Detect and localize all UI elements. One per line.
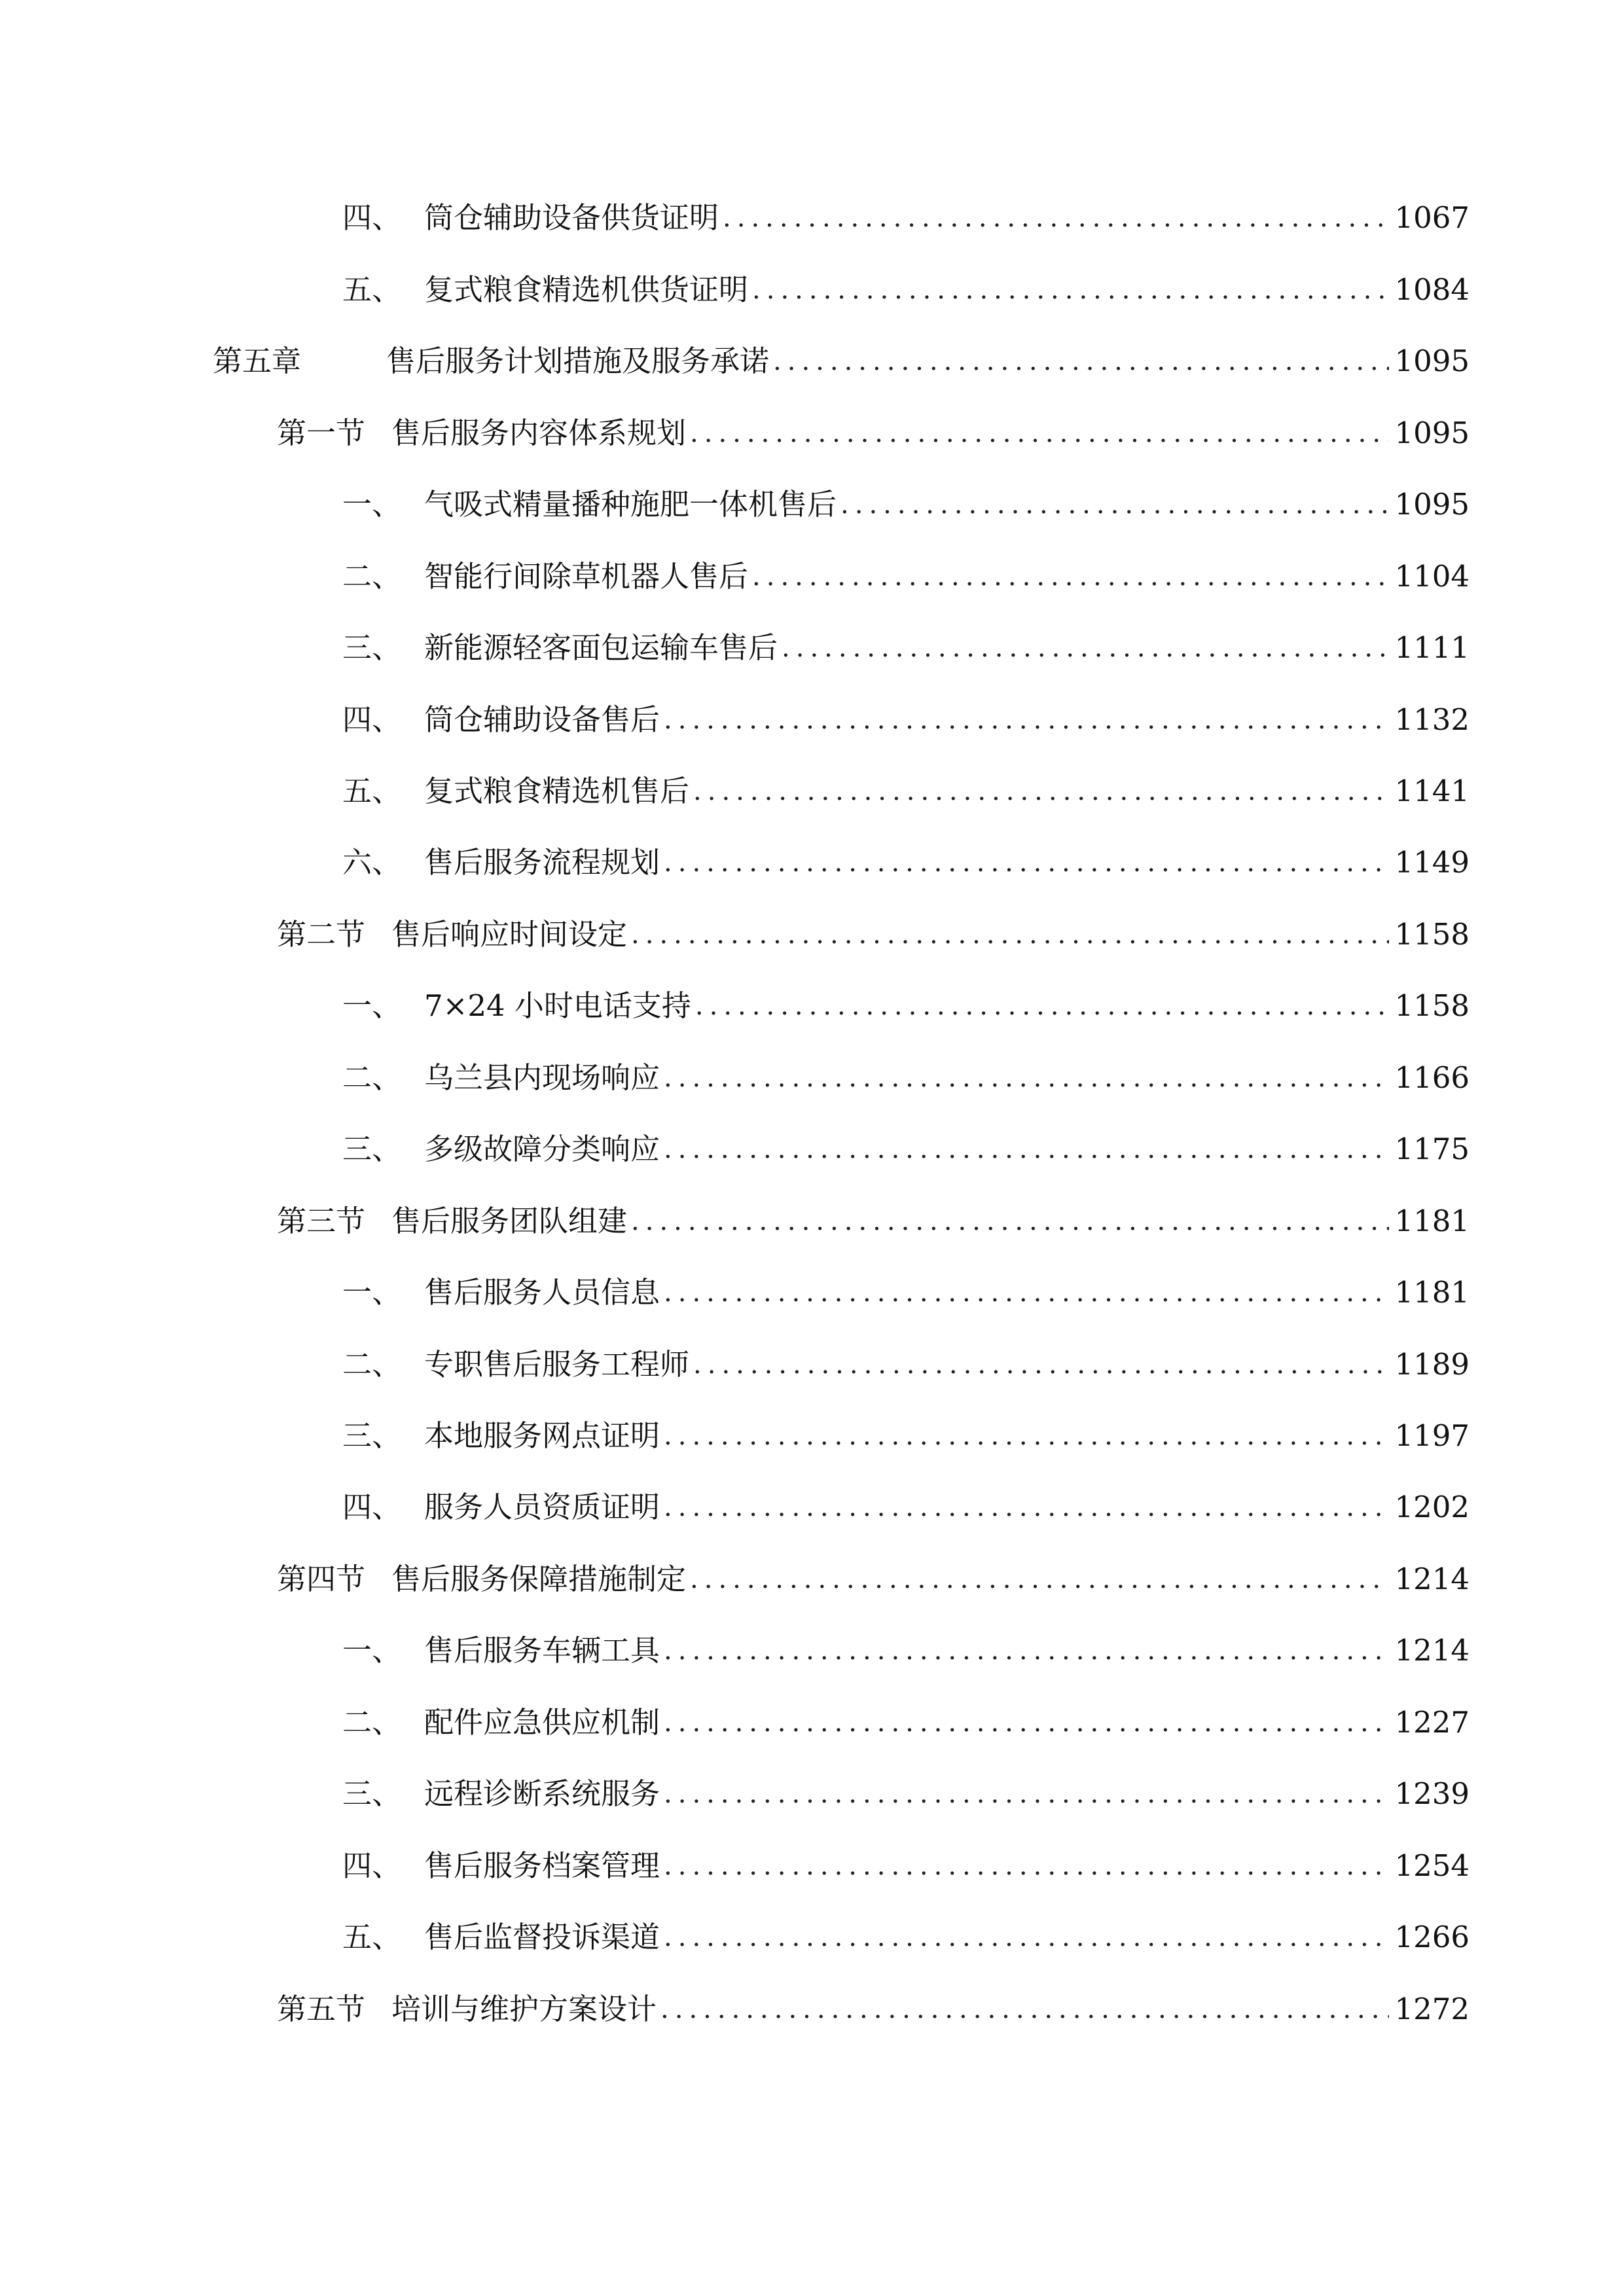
toc-entry-title: 复式粮食精选机售后 (424, 774, 690, 808)
toc-dot-leader (660, 1983, 1389, 2036)
toc-entry-title: 售后服务内容体系规划 (391, 416, 687, 450)
toc-dot-leader (664, 1624, 1389, 1677)
toc-dot-leader (752, 264, 1389, 316)
toc-entry-title: 售后服务车辆工具 (424, 1633, 660, 1668)
toc-dot-leader (631, 1195, 1389, 1247)
toc-dot-leader (664, 1123, 1389, 1175)
toc-entry-number: 四、 (342, 1848, 402, 1883)
toc-entry-page: 1214 (1394, 1633, 1470, 1668)
toc-entry-page: 1158 (1394, 988, 1470, 1023)
toc-entry-page: 1189 (1394, 1347, 1470, 1382)
toc-entry-title: 售后服务保障措施制定 (391, 1562, 687, 1596)
toc-entry-page: 1202 (1394, 1490, 1470, 1524)
toc-entry-number: 第五节 (277, 1992, 366, 2026)
toc-dot-leader (693, 765, 1389, 817)
toc-entry-page: 1181 (1394, 1204, 1470, 1238)
toc-entry[interactable] (342, 622, 1470, 674)
toc-entry-title: 本地服务网点证明 (424, 1418, 660, 1453)
toc-entry[interactable] (342, 1123, 1470, 1175)
toc-entry[interactable] (342, 1624, 1470, 1677)
toc-entry-number: 五、 (342, 272, 402, 307)
toc-dot-leader (690, 1553, 1389, 1605)
toc-dot-leader (631, 908, 1389, 961)
toc-entry-number: 第二节 (277, 917, 366, 952)
toc-entry-title: 售后监督投诉渠道 (424, 1920, 660, 1954)
toc-dot-leader (782, 622, 1389, 674)
toc-dot-leader (840, 478, 1389, 531)
toc-entry[interactable] (342, 1052, 1470, 1104)
toc-dot-leader (723, 192, 1389, 244)
toc-entry-section[interactable] (277, 1553, 1470, 1605)
toc-entry-page: 1166 (1394, 1060, 1470, 1095)
toc-entry-title: 服务人员资质证明 (424, 1490, 660, 1524)
toc-entry-page: 1095 (1394, 416, 1470, 450)
toc-entry-section[interactable] (277, 1983, 1470, 2036)
toc-entry-title: 配件应急供应机制 (424, 1705, 660, 1740)
toc-dot-leader (664, 1481, 1389, 1534)
toc-entry-number: 一、 (342, 1275, 402, 1310)
toc-entry-title: 多级故障分类响应 (424, 1132, 660, 1166)
toc-entry-page: 1272 (1394, 1992, 1470, 2026)
toc-entry-page: 1095 (1394, 487, 1470, 522)
toc-entry-number: 第四节 (277, 1562, 366, 1596)
toc-dot-leader (664, 1052, 1389, 1104)
toc-entry-page: 1214 (1394, 1562, 1470, 1596)
toc-entry-page: 1149 (1394, 845, 1470, 880)
toc-entry-title: 售后服务流程规划 (424, 845, 660, 880)
toc-dot-leader (664, 694, 1389, 746)
toc-entry-chapter[interactable] (213, 335, 1470, 387)
toc-entry-page: 1132 (1394, 702, 1470, 737)
toc-entry-number: 三、 (342, 1418, 402, 1453)
toc-entry-title: 新能源轻客面包运输车售后 (424, 630, 778, 665)
toc-entry[interactable] (342, 550, 1470, 603)
toc-entry-page: 1175 (1394, 1132, 1470, 1166)
toc-entry-number: 四、 (342, 1490, 402, 1524)
toc-entry-page: 1239 (1394, 1776, 1470, 1811)
toc-entry-number: 三、 (342, 630, 402, 665)
toc-entry-title: 专职售后服务工程师 (424, 1347, 690, 1382)
toc-entry-page: 1067 (1394, 200, 1470, 235)
toc-entry-number: 第一节 (277, 416, 366, 450)
toc-entry[interactable] (342, 765, 1470, 817)
toc-entry-number: 一、 (342, 988, 402, 1023)
toc-entry-title: 筒仓辅助设备供货证明 (424, 200, 719, 235)
toc-entry-page: 1111 (1394, 630, 1470, 665)
toc-entry-title: 远程诊断系统服务 (424, 1776, 660, 1811)
toc-entry[interactable] (342, 478, 1470, 531)
toc-dot-leader (693, 1338, 1389, 1391)
toc-entry-section[interactable] (277, 1195, 1470, 1247)
toc-entry-number: 五、 (342, 1920, 402, 1954)
toc-entry-title: 售后服务团队组建 (391, 1204, 628, 1238)
toc-entry-title: 售后服务计划措施及服务承诺 (386, 344, 770, 378)
toc-entry-page: 1104 (1394, 559, 1470, 594)
toc-dot-leader (752, 550, 1389, 603)
toc-entry-number: 第三节 (277, 1204, 366, 1238)
toc-dot-leader (664, 1768, 1389, 1820)
toc-entry-number: 二、 (342, 1060, 402, 1095)
toc-entry-page: 1266 (1394, 1920, 1470, 1954)
toc-entry-number: 四、 (342, 200, 402, 235)
toc-entry[interactable] (342, 1840, 1470, 1892)
toc-entry-number: 二、 (342, 559, 402, 594)
toc-dot-leader (664, 836, 1389, 889)
toc-dot-leader (690, 407, 1389, 459)
toc-dot-leader (773, 335, 1389, 387)
toc-entry-section[interactable] (277, 407, 1470, 459)
toc-dot-leader (664, 1266, 1389, 1319)
toc-entry[interactable] (342, 1481, 1470, 1534)
toc-entry-section[interactable] (277, 908, 1470, 961)
toc-entry-title: 筒仓辅助设备售后 (424, 702, 660, 737)
toc-entry[interactable] (342, 192, 1470, 244)
toc-entry-title: 复式粮食精选机供货证明 (424, 272, 749, 307)
toc-entry-page: 1227 (1394, 1705, 1470, 1740)
toc-entry[interactable] (342, 1266, 1470, 1319)
toc-entry-page: 1254 (1394, 1848, 1470, 1883)
toc-entry-page: 1197 (1394, 1418, 1470, 1453)
toc-entry-title: 7×24 小时电话支持 (424, 988, 691, 1023)
toc-entry-number: 二、 (342, 1705, 402, 1740)
toc-dot-leader (664, 1840, 1389, 1892)
toc-entry-title: 售后服务人员信息 (424, 1275, 660, 1310)
toc-entry-number: 三、 (342, 1132, 402, 1166)
toc-entry-title: 气吸式精量播种施肥一体机售后 (424, 487, 837, 522)
toc-entry-number: 一、 (342, 487, 402, 522)
toc-entry-title: 智能行间除草机器人售后 (424, 559, 749, 594)
toc-entry-title: 培训与维护方案设计 (391, 1992, 657, 2026)
toc-entry-page: 1181 (1394, 1275, 1470, 1310)
toc-entry-number: 一、 (342, 1633, 402, 1668)
toc-entry[interactable] (342, 1696, 1470, 1749)
toc-entry[interactable] (342, 694, 1470, 746)
toc-entry[interactable] (342, 264, 1470, 316)
toc-entry[interactable] (342, 980, 1470, 1032)
toc-entry-number: 四、 (342, 702, 402, 737)
toc-entry-page: 1095 (1394, 344, 1470, 378)
toc-entry-title: 乌兰县内现场响应 (424, 1060, 660, 1095)
toc-entry[interactable] (342, 1338, 1470, 1391)
toc-entry-page: 1158 (1394, 917, 1470, 952)
toc-dot-leader (664, 1696, 1389, 1749)
toc-entry-title: 售后响应时间设定 (391, 917, 628, 952)
toc-entry[interactable] (342, 1768, 1470, 1820)
toc-entry-number: 五、 (342, 774, 402, 808)
toc-entry[interactable] (342, 1911, 1470, 1964)
toc-entry-number: 三、 (342, 1776, 402, 1811)
toc-entry-number: 二、 (342, 1347, 402, 1382)
toc-entry[interactable] (342, 1410, 1470, 1462)
toc-entry-page: 1141 (1394, 774, 1470, 808)
toc-entry-title: 售后服务档案管理 (424, 1848, 660, 1883)
toc-dot-leader (664, 1410, 1389, 1462)
toc-entry-number: 六、 (342, 845, 402, 880)
toc-dot-leader (664, 1911, 1389, 1964)
toc-dot-leader (695, 980, 1390, 1032)
toc-entry[interactable] (342, 836, 1470, 889)
toc-entry-number: 第五章 (213, 344, 302, 378)
toc-entry-page: 1084 (1394, 272, 1470, 307)
